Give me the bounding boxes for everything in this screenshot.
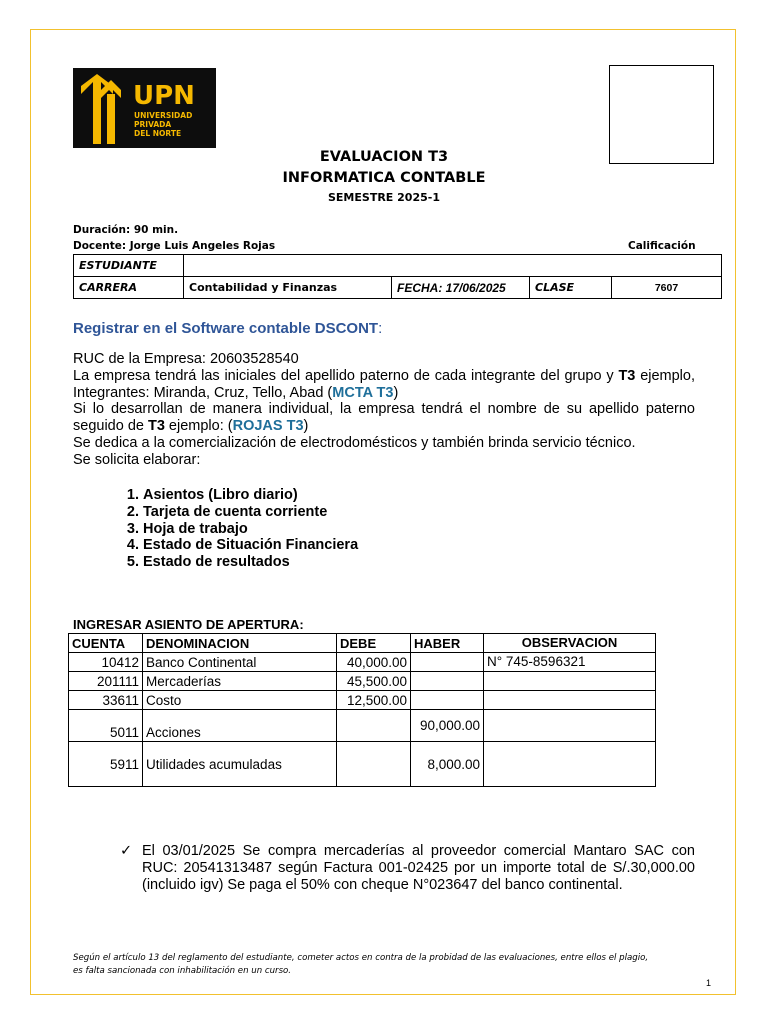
table-row: 10412 Banco Continental 40,000.00 N° 745-8596321 <box>69 653 656 672</box>
teacher: Docente: Jorge Luis Angeles Rojas <box>73 240 276 252</box>
business-description: Se dedica a la comercialización de electrodomésticos y también brinda servicio técnico. <box>73 434 636 451</box>
instructions-title: Registrar en el Software contable DSCONT: <box>73 320 383 337</box>
col-header-observacion: OBSERVACION <box>484 634 656 653</box>
task-list <box>118 487 358 571</box>
table-row: 33611 Costo 12,500.00 <box>69 691 656 710</box>
svg-text:UNIVERSIDAD: UNIVERSIDAD <box>134 111 193 120</box>
exam-date: FECHA: 17/06/2025 <box>392 277 530 299</box>
career-label: CARRERA <box>74 277 184 299</box>
grade-label: Calificación <box>628 240 696 252</box>
svg-text:PRIVADA: PRIVADA <box>134 120 172 129</box>
exam-title: EVALUACION T3 <box>319 149 449 165</box>
svg-text:DEL NORTE: DEL NORTE <box>134 129 182 138</box>
regulation-footnote: Según el artículo 13 del reglamento del estudiante, cometer actos en contra de la probidad de las evaluaciones, entre ellos el plagio, es falta sancionada con inhabilitación en un curso. <box>73 953 649 976</box>
class-label: CLASE <box>530 277 612 299</box>
list-item: 5. Estado de resultados <box>143 554 358 571</box>
page-number: 1 <box>706 978 712 988</box>
opening-entry-table <box>68 633 656 787</box>
col-header-denominacion: DENOMINACION <box>143 634 337 653</box>
logo-text: UPN <box>133 81 195 111</box>
student-label: ESTUDIANTE <box>74 255 184 277</box>
list-item: 2. Tarjeta de cuenta corriente <box>143 504 358 521</box>
group-naming-rule: La empresa tendrá las iniciales del apellido paterno de cada integrante del grupo y T3 ejemplo, Integrantes: Miranda, Cruz, Tello, Abad (MCTA T3) <box>73 367 695 401</box>
individual-naming-rule: Si lo desarrollan de manera individual, la empresa tendrá el nombre de su apellido paterno seguido de T3 ejemplo: (ROJAS T3) <box>73 401 695 435</box>
opening-entry-title: INGRESAR ASIENTO DE APERTURA: <box>73 617 304 632</box>
transaction-item <box>120 843 695 894</box>
upn-logo <box>73 68 216 148</box>
check-icon: ✓ <box>120 843 133 859</box>
list-item: 3. Hoja de trabajo <box>143 521 358 538</box>
semester: SEMESTRE 2025-1 <box>328 191 440 204</box>
list-item: 4. Estado de Situación Financiera <box>143 537 358 554</box>
duration: Duración: 90 min. <box>73 224 179 236</box>
col-header-debe: DEBE <box>337 634 411 653</box>
class-value: 7607 <box>612 277 722 299</box>
list-item: 1. Asientos (Libro diario) <box>143 487 358 504</box>
table-header-row <box>69 634 656 653</box>
student-info-table <box>73 254 722 299</box>
transaction-text: El 03/01/2025 Se compra mercaderías al proveedor comercial Mantaro SAC con RUC: 20541313487 según Factura 001-02425 por un importe total de S/.30,000.00 (incluido igv) Se paga el 50% con cheque N°023647 del banco continental. <box>142 843 695 893</box>
col-header-haber: HABER <box>411 634 484 653</box>
col-header-cuenta: CUENTA <box>69 634 143 653</box>
course-title: INFORMATICA CONTABLE <box>282 170 486 186</box>
student-field[interactable] <box>184 255 722 277</box>
table-row: 5911 Utilidades acumuladas 8,000.00 <box>69 742 656 787</box>
table-row: 5011 Acciones 90,000.00 <box>69 710 656 742</box>
request-intro: Se solicita elaborar: <box>73 451 201 468</box>
career-value: Contabilidad y Finanzas <box>184 277 392 299</box>
instructions-body <box>73 351 695 469</box>
table-row: 201111 Mercaderías 45,500.00 <box>69 672 656 691</box>
company-ruc: RUC de la Empresa: 20603528540 <box>73 351 299 367</box>
